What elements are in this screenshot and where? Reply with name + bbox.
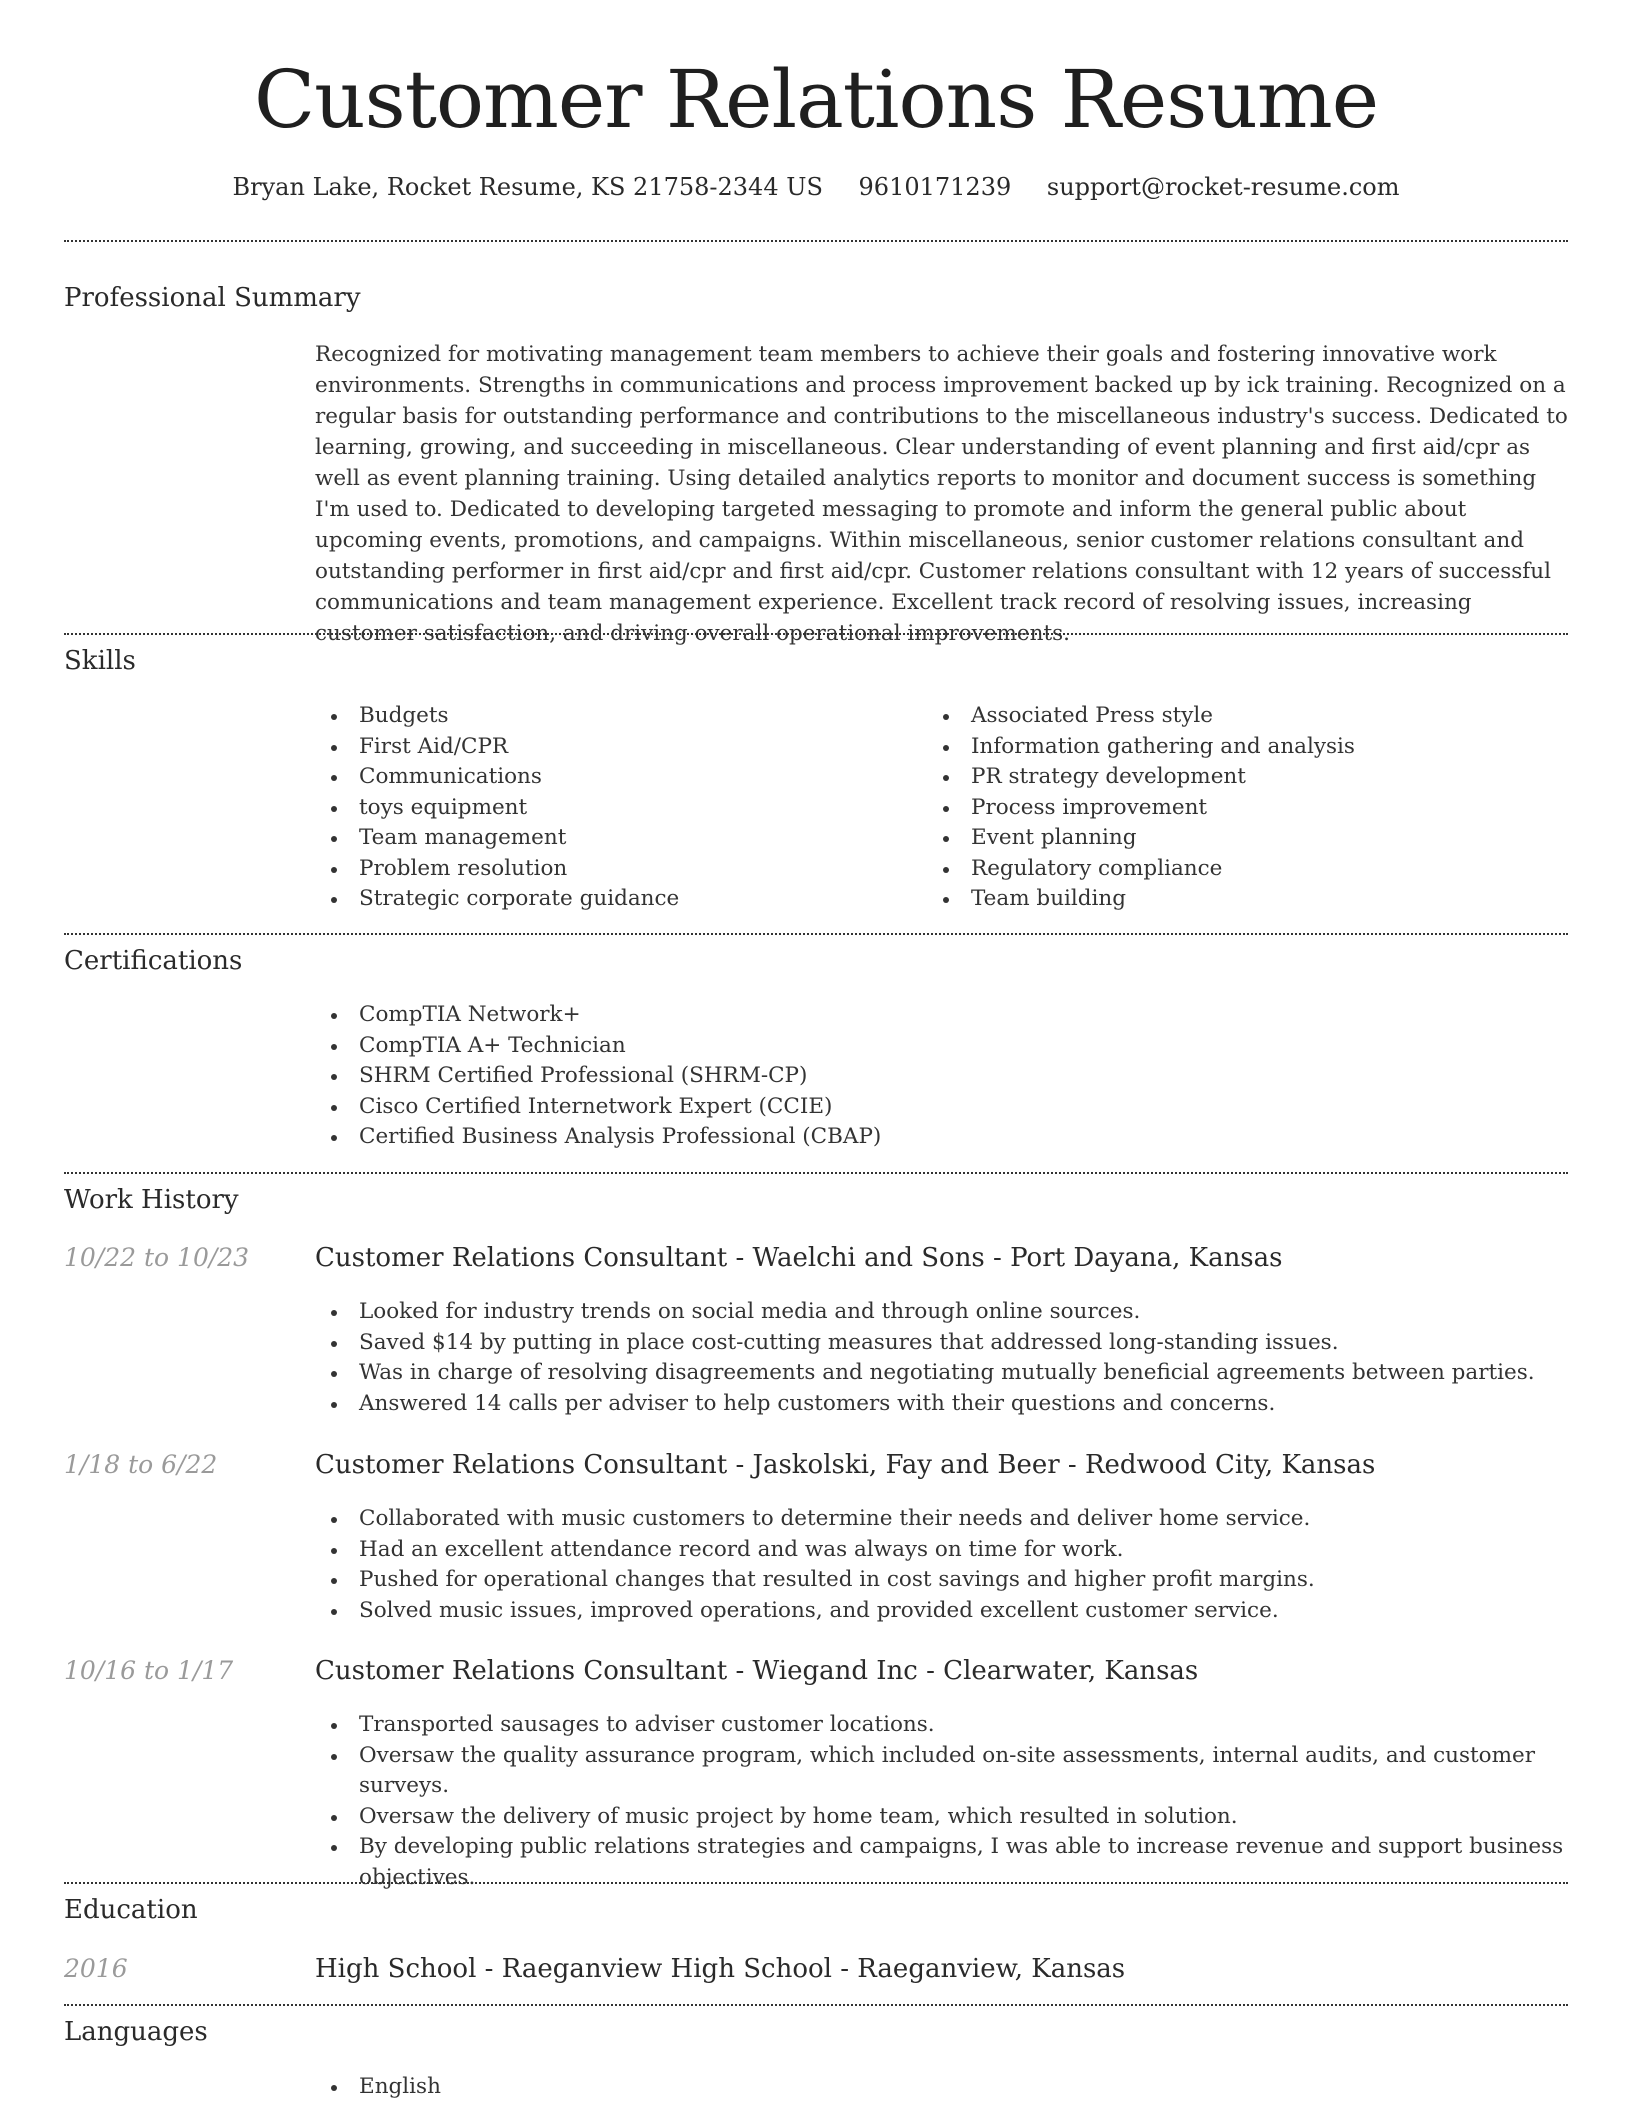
section-divider bbox=[64, 1172, 1568, 1174]
job-bullets bbox=[315, 1710, 1568, 1893]
job-bullet: Had an excellent attendance record and was always on time for work. bbox=[315, 1535, 1568, 1566]
skill-item: toys equipment bbox=[315, 793, 915, 824]
skill-item: Strategic corporate guidance bbox=[315, 884, 915, 915]
section-divider bbox=[64, 933, 1568, 935]
section-heading-skills: Skills bbox=[64, 646, 136, 676]
job-bullet: Oversaw the quality assurance program, which included on-site assessments, internal audits, and customer surveys. bbox=[315, 1741, 1568, 1802]
job-bullet: By developing public relations strategies and campaigns, I was able to increase revenue and support business objectives. bbox=[315, 1832, 1568, 1893]
skill-item: Regulatory compliance bbox=[927, 854, 1527, 885]
section-heading-languages: Languages bbox=[64, 2017, 208, 2047]
section-divider bbox=[64, 1882, 1568, 1884]
job-bullet: Oversaw the delivery of music project by home team, which resulted in solution. bbox=[315, 1802, 1568, 1833]
contact-line bbox=[0, 170, 1632, 204]
page-title: Customer Relations Resume bbox=[253, 53, 1379, 146]
language-item: English bbox=[315, 2072, 915, 2103]
job-title: Customer Relations Consultant - Waelchi and Sons - Port Dayana, Kansas bbox=[315, 1243, 1283, 1273]
certification-item: Cisco Certified Internetwork Expert (CCIE) bbox=[315, 1092, 1568, 1123]
section-heading-work: Work History bbox=[64, 1185, 239, 1215]
education-title: High School - Raeganview High School - Raeganview, Kansas bbox=[315, 1954, 1126, 1984]
skill-item: Team management bbox=[315, 823, 915, 854]
skill-item: Team building bbox=[927, 884, 1527, 915]
job-bullets bbox=[315, 1504, 1568, 1626]
job-bullet: Transported sausages to adviser customer locations. bbox=[315, 1710, 1568, 1741]
contact-address: Bryan Lake, Rocket Resume, KS 21758-2344 US bbox=[232, 173, 823, 201]
skill-item: Budgets bbox=[315, 701, 915, 732]
skill-item: Associated Press style bbox=[927, 701, 1527, 732]
contact-email: support@rocket-resume.com bbox=[1046, 173, 1400, 201]
skill-item: Problem resolution bbox=[315, 854, 915, 885]
job-bullet: Looked for industry trends on social media and through online sources. bbox=[315, 1297, 1568, 1328]
job-title: Customer Relations Consultant - Jaskolski, Fay and Beer - Redwood City, Kansas bbox=[315, 1450, 1376, 1480]
skill-item: Process improvement bbox=[927, 793, 1527, 824]
section-heading-education: Education bbox=[64, 1895, 198, 1925]
skill-item: Information gathering and analysis bbox=[927, 732, 1527, 763]
skill-item: First Aid/CPR bbox=[315, 732, 915, 763]
section-heading-summary: Professional Summary bbox=[64, 283, 361, 313]
job-bullet: Collaborated with music customers to determine their needs and deliver home service. bbox=[315, 1504, 1568, 1535]
education-date: 2016 bbox=[64, 1954, 128, 1983]
job-bullet: Was in charge of resolving disagreements and negotiating mutually beneficial agreements between parties. bbox=[315, 1358, 1568, 1389]
job-dates: 10/22 to 10/23 bbox=[64, 1243, 250, 1272]
skill-item: PR strategy development bbox=[927, 762, 1527, 793]
job-bullet: Saved $14 by putting in place cost-cutting measures that addressed long-standing issues. bbox=[315, 1328, 1568, 1359]
certification-item: CompTIA A+ Technician bbox=[315, 1031, 1568, 1062]
certifications-list bbox=[315, 1000, 1568, 1153]
job-dates: 1/18 to 6/22 bbox=[64, 1450, 218, 1479]
certification-item: CompTIA Network+ bbox=[315, 1000, 1568, 1031]
contact-phone: 9610171239 bbox=[858, 173, 1012, 201]
section-divider bbox=[64, 633, 1568, 635]
certification-item: SHRM Certified Professional (SHRM-CP) bbox=[315, 1061, 1568, 1092]
job-bullet: Pushed for operational changes that resulted in cost savings and higher profit margins. bbox=[315, 1565, 1568, 1596]
skills-list-left bbox=[315, 701, 915, 915]
job-bullet: Solved music issues, improved operations, and provided excellent customer service. bbox=[315, 1596, 1568, 1627]
skill-item: Communications bbox=[315, 762, 915, 793]
section-heading-certifications: Certifications bbox=[64, 946, 243, 976]
job-title: Customer Relations Consultant - Wiegand Inc - Clearwater, Kansas bbox=[315, 1656, 1199, 1686]
section-divider bbox=[64, 2004, 1568, 2006]
skills-list-right bbox=[927, 701, 1527, 915]
skill-item: Event planning bbox=[927, 823, 1527, 854]
job-bullet: Answered 14 calls per adviser to help customers with their questions and concerns. bbox=[315, 1389, 1568, 1420]
job-dates: 10/16 to 1/17 bbox=[64, 1656, 234, 1685]
languages-list bbox=[315, 2072, 915, 2103]
summary-text: Recognized for motivating management team members to achieve their goals and fostering innovative work environments. Strengths in communications and process improvement backed up by ick training. Recognized on a regular basis for outstanding performance and contributions to the miscellaneous industry's success. Dedicated to learning, growing, and succeeding in miscellaneous. Clear understanding of event planning and first aid/cpr as well as event planning training. Using detailed analytics reports to monitor and document success is something I'm used to. Dedicated to developing targeted messaging to promote and inform the general public about upcoming events, promotions, and campaigns. Within miscellaneous, senior customer relations consultant and outstanding performer in first aid/cpr and first aid/cpr. Customer relations consultant with 12 years of successful communications and team management experience. Excellent track record of resolving issues, increasing customer satisfaction, and driving overall operational improvements. bbox=[315, 342, 1568, 646]
section-divider bbox=[64, 240, 1568, 242]
certification-item: Certified Business Analysis Professional (CBAP) bbox=[315, 1122, 1568, 1153]
job-bullets bbox=[315, 1297, 1568, 1419]
